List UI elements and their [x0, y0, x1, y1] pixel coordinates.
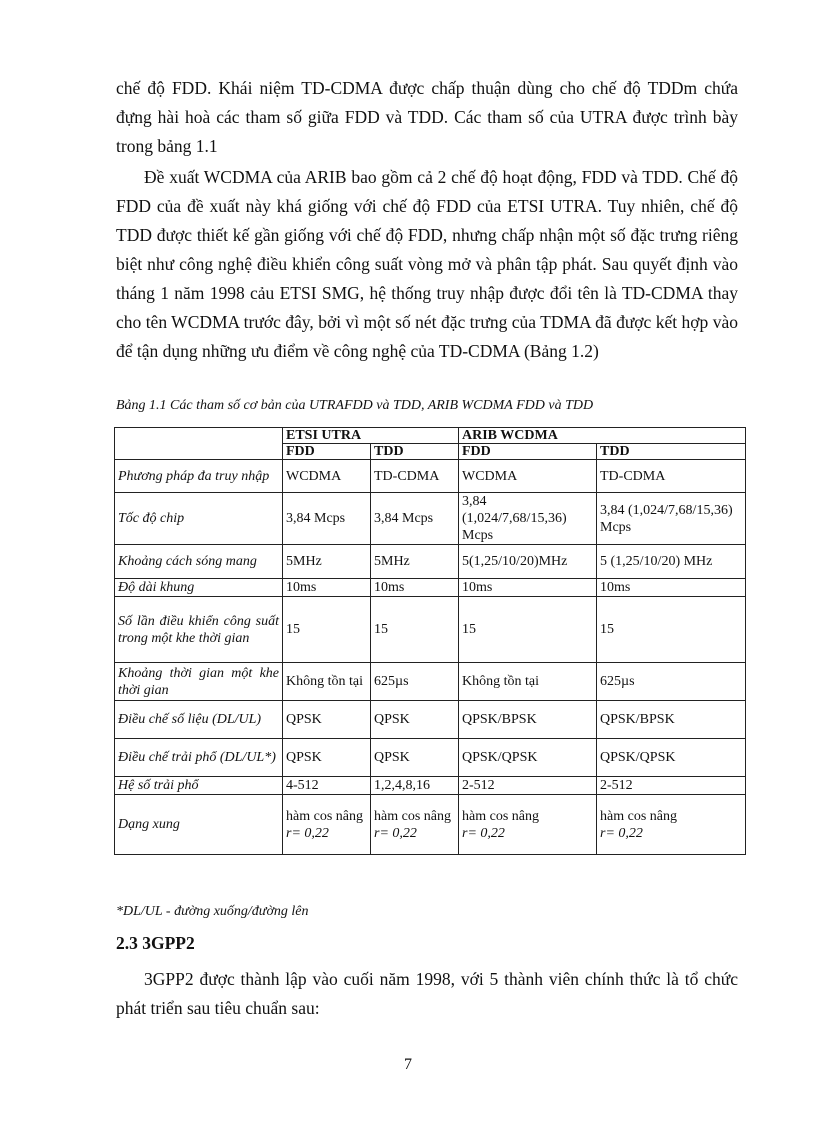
row-label: Độ dài khung	[115, 579, 283, 597]
table-footnote: *DL/UL - đường xuống/đường lên	[116, 904, 309, 919]
table-cell: 1,2,4,8,16	[371, 777, 459, 795]
row-label: Khoảng cách sóng mang	[115, 545, 283, 579]
table-cell: 3,84 (1,024/7,68/15,36) Mcps	[597, 493, 746, 545]
row-label: Dạng xung	[115, 795, 283, 855]
table-cell: 15	[597, 597, 746, 663]
cell-text: hàm cos nâng	[286, 808, 363, 824]
table-header-row	[115, 428, 746, 444]
table-cell: Không tồn tại	[283, 663, 371, 701]
table-cell: QPSK/QPSK	[597, 739, 746, 777]
paragraph-3: 3GPP2 được thành lập vào cuối năm 1998, với 5 thành viên chính thức là tổ chức phát triển sau tiêu chuẩn sau:	[116, 969, 738, 1018]
section-heading: 2.3 3GPP2	[116, 933, 195, 953]
table-cell: 10ms	[283, 579, 371, 597]
table-cell: Không tồn tại	[459, 663, 597, 701]
table-row	[115, 663, 746, 701]
table-cell	[283, 795, 371, 855]
row-label: Số lần điều khiển công suất trong một khe thời gian	[115, 597, 283, 663]
cell-subtext: r= 0,22	[286, 825, 329, 841]
subheader-arib-tdd: TDD	[597, 444, 746, 460]
table-cell: 3,84 Mcps	[283, 493, 371, 545]
table-cell: 10ms	[371, 579, 459, 597]
paragraph-2: Đề xuất WCDMA của ARIB bao gồm cả 2 chế độ hoạt động, FDD và TDD. Chế độ FDD của đề xuất này khá giống với chế độ FDD của ETSI UTRA. Tuy nhiên, chế độ TDD được thiết kế gần giống với chế độ FDD, nhưng chấp nhận một số đặc trưng riêng biệt như công nghệ điều khiển công suất vòng mở và phân tập phát. Sau quyết định vào tháng 1 năm 1998 cảu ETSI SMG, hệ thống truy nhập được đổi tên là TD-CDMA thay cho tên WCDMA trước đây, bởi vì một số nét đặc trưng của TDMA đã được kết hợp vào để tận dụng những ưu điểm về công nghệ của TD-CDMA (Bảng 1.2)	[116, 167, 738, 361]
cell-subtext: r= 0,22	[374, 825, 417, 841]
cell-subtext: r= 0,22	[600, 825, 643, 841]
table-cell	[459, 795, 597, 855]
table-cell: QPSK	[371, 739, 459, 777]
table-cell: 15	[459, 597, 597, 663]
table-cell: 625µs	[597, 663, 746, 701]
subheader-etsi-tdd: TDD	[371, 444, 459, 460]
cell-text: hàm cos nâng	[600, 808, 677, 824]
table-cell: QPSK/BPSK	[459, 701, 597, 739]
subheader-etsi-fdd: FDD	[283, 444, 371, 460]
table-row	[115, 460, 746, 493]
table-cell: QPSK	[371, 701, 459, 739]
table-cell: WCDMA	[283, 460, 371, 493]
table-cell: 15	[283, 597, 371, 663]
table-row	[115, 579, 746, 597]
table-cell: 10ms	[459, 579, 597, 597]
table-cell: 5MHz	[283, 545, 371, 579]
table-cell: 4-512	[283, 777, 371, 795]
parameters-table	[114, 427, 746, 855]
table-caption: Bảng 1.1 Các tham số cơ bản của UTRAFDD và TDD, ARIB WCDMA FDD và TDD	[116, 398, 594, 413]
group-header-etsi: ETSI UTRA	[283, 428, 459, 444]
row-label: Điều chế số liệu (DL/UL)	[115, 701, 283, 739]
cell-text: hàm cos nâng	[374, 808, 451, 824]
table-row	[115, 701, 746, 739]
page-number: 7	[404, 1056, 412, 1073]
table-cell: QPSK	[283, 739, 371, 777]
row-label: Khoảng thời gian một khe thời gian	[115, 663, 283, 701]
row-label: Điều chế trải phổ (DL/UL*)	[115, 739, 283, 777]
table-row	[115, 493, 746, 545]
paragraph-1: chế độ FDD. Khái niệm TD-CDMA được chấp thuận dùng cho chế độ TDDm chứa đựng hài hoà các tham số giữa FDD và TDD. Các tham số của UTRA được trình bày trong bảng 1.1	[116, 78, 738, 156]
subheader-arib-fdd: FDD	[459, 444, 597, 460]
table-cell: 625µs	[371, 663, 459, 701]
table-row	[115, 597, 746, 663]
table-cell: QPSK/BPSK	[597, 701, 746, 739]
cell-text: hàm cos nâng	[462, 808, 539, 824]
row-label: Hệ số trải phổ	[115, 777, 283, 795]
table-cell	[597, 795, 746, 855]
table-cell: 2-512	[459, 777, 597, 795]
row-label: Phương pháp đa truy nhập	[115, 460, 283, 493]
table-cell: QPSK	[283, 701, 371, 739]
cell-subtext: r= 0,22	[462, 825, 505, 841]
table-cell: TD-CDMA	[371, 460, 459, 493]
table-row	[115, 739, 746, 777]
row-label: Tốc độ chip	[115, 493, 283, 545]
table-cell: WCDMA	[459, 460, 597, 493]
group-header-arib: ARIB WCDMA	[459, 428, 746, 444]
table-cell: 3,84 Mcps	[371, 493, 459, 545]
table-cell: 15	[371, 597, 459, 663]
table-cell: TD-CDMA	[597, 460, 746, 493]
table-cell: 5 (1,25/10/20) MHz	[597, 545, 746, 579]
table-row	[115, 545, 746, 579]
table-cell: 10ms	[597, 579, 746, 597]
table-row	[115, 795, 746, 855]
table-cell: 5(1,25/10/20)MHz	[459, 545, 597, 579]
table-cell: 5MHz	[371, 545, 459, 579]
table-cell	[371, 795, 459, 855]
table-cell: 3,84 (1,024/7,68/15,36) Mcps	[459, 493, 597, 545]
table-cell: 2-512	[597, 777, 746, 795]
table-cell: QPSK/QPSK	[459, 739, 597, 777]
table-corner-cell	[115, 428, 283, 460]
table-row	[115, 777, 746, 795]
